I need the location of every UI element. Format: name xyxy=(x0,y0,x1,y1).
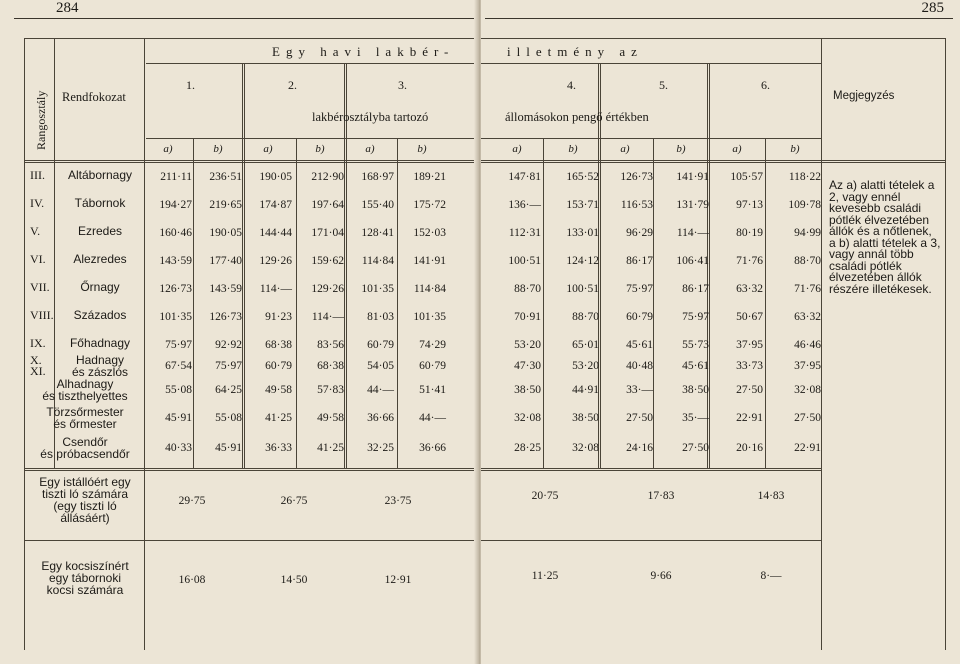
value-cell: 91·23 xyxy=(265,311,292,323)
value-cell: 116·53 xyxy=(620,199,653,211)
value-cell: 46·46 xyxy=(794,339,821,351)
value-cell: 27·50 xyxy=(736,384,763,396)
value-cell: 55·08 xyxy=(165,384,192,396)
value-cell: 32·08 xyxy=(572,442,599,454)
value-cell: 64·25 xyxy=(215,384,242,396)
value-cell: 37·95 xyxy=(736,339,763,351)
value-cell: 114·— xyxy=(259,283,292,295)
value-cell: 22·91 xyxy=(736,412,763,424)
group-4: 4. xyxy=(567,78,576,92)
carriage-right-5: 9·66 xyxy=(650,570,672,582)
group-3: 3. xyxy=(398,78,407,92)
horse-row-label: Egy istállóért egy tiszti ló számára (egy tiszti ló állásáért) xyxy=(39,475,131,525)
row-roman: VIII. xyxy=(30,308,54,322)
row-grade: Főhadnagy xyxy=(69,336,131,350)
value-cell: 171·04 xyxy=(311,227,344,239)
value-cell: 147·81 xyxy=(508,171,541,183)
group-2: 2. xyxy=(288,78,297,92)
value-cell: 153·71 xyxy=(566,199,599,211)
value-cell: 86·17 xyxy=(626,255,653,267)
value-cell: 40·48 xyxy=(626,360,653,372)
value-cell: 168·97 xyxy=(361,171,394,183)
value-cell: 212·90 xyxy=(311,171,344,183)
value-cell: 53·20 xyxy=(572,360,599,372)
horse-left-3: 23·75 xyxy=(384,495,412,507)
value-cell: 177·40 xyxy=(209,255,242,267)
row-roman: IV. xyxy=(30,196,45,210)
carriage-right-6: 8·— xyxy=(760,570,782,582)
group-6: 6. xyxy=(761,78,770,92)
page-number-right: 285 xyxy=(921,0,944,16)
value-cell: 55·08 xyxy=(215,412,242,424)
value-cell: 45·61 xyxy=(626,339,653,351)
value-cell: 22·91 xyxy=(794,442,821,454)
value-cell: 189·21 xyxy=(413,171,446,183)
col-rank-header: Rangosztály xyxy=(34,90,48,150)
remarks-header: Megjegyzés xyxy=(833,90,895,102)
value-cell: 41·25 xyxy=(317,442,344,454)
value-cell: 97·13 xyxy=(736,199,763,211)
value-cell: 86·17 xyxy=(682,283,709,295)
value-cell: 100·51 xyxy=(566,283,599,295)
value-cell: 118·22 xyxy=(788,171,821,183)
value-cell: 49·58 xyxy=(317,412,344,424)
value-cell: 27·50 xyxy=(682,442,709,454)
row-grade: Tábornok xyxy=(74,196,126,210)
value-cell: 114·— xyxy=(311,311,344,323)
value-cell: 83·56 xyxy=(317,339,344,351)
value-cell: 32·25 xyxy=(367,442,394,454)
value-cell: 88·70 xyxy=(514,283,541,295)
value-cell: 155·40 xyxy=(361,199,394,211)
value-cell: 143·59 xyxy=(159,255,192,267)
value-cell: 80·19 xyxy=(736,227,763,239)
value-cell: 35·— xyxy=(682,412,709,424)
value-cell: 51·41 xyxy=(419,384,446,396)
group-5: 5. xyxy=(659,78,668,92)
value-cell: 88·70 xyxy=(794,255,821,267)
value-cell: 71·76 xyxy=(794,283,821,295)
value-cell: 33·73 xyxy=(736,360,763,372)
value-cell: 81·03 xyxy=(367,311,394,323)
value-cell: 38·50 xyxy=(682,384,709,396)
remark-text: Az a) alatti tételek a 2, vagy ennél kevesebb családi pótlék élvezetében állók és a nőtlenek, a b) alatti tételek a 3, vagy annál több családi pótlék élvezetében állók részére illetékesek. xyxy=(829,178,941,296)
value-cell: 68·38 xyxy=(317,360,344,372)
value-cell: 57·83 xyxy=(317,384,344,396)
row-grade: Alezredes xyxy=(73,252,127,266)
col-grade-header: Rendfokozat xyxy=(62,90,126,104)
row-grade: Csendőr és próbacsendőr xyxy=(40,435,130,461)
value-cell: 20·16 xyxy=(736,442,763,454)
value-cell: 126·73 xyxy=(620,171,653,183)
value-cell: 60·79 xyxy=(367,339,394,351)
carriage-left-3: 12·91 xyxy=(384,574,412,586)
value-cell: 190·05 xyxy=(259,171,292,183)
value-cell: 94·99 xyxy=(794,227,821,239)
value-cell: 129·26 xyxy=(311,283,344,295)
value-cell: 49·58 xyxy=(265,384,292,396)
value-cell: 92·92 xyxy=(215,339,242,351)
row-roman: III. xyxy=(30,168,45,182)
value-cell: 50·67 xyxy=(736,311,763,323)
row-roman: X. XI. xyxy=(30,353,46,378)
value-cell: 55·73 xyxy=(682,339,709,351)
value-cell: 165·52 xyxy=(566,171,599,183)
carriage-left-1: 16·08 xyxy=(178,574,206,586)
carriage-row-label: Egy kocsiszínért egy tábornoki kocsi számára xyxy=(41,559,129,597)
value-cell: 160·46 xyxy=(159,227,192,239)
value-cell: 27·50 xyxy=(794,412,821,424)
value-cell: 75·97 xyxy=(682,311,709,323)
row-grade: Törzsőrmester és őrmester xyxy=(46,405,124,431)
horse-left-1: 29·75 xyxy=(178,495,206,507)
value-cell: 74·29 xyxy=(419,339,446,351)
value-cell: 54·05 xyxy=(367,360,394,372)
value-cell: 143·59 xyxy=(209,283,242,295)
value-cell: 45·61 xyxy=(682,360,709,372)
value-cell: 133·01 xyxy=(566,227,599,239)
value-cell: 27·50 xyxy=(626,412,653,424)
value-cell: 197·64 xyxy=(311,199,344,211)
value-cell: 124·12 xyxy=(566,255,599,267)
value-cell: 219·65 xyxy=(209,199,242,211)
value-cell: 114·84 xyxy=(361,255,394,267)
value-cell: 28·25 xyxy=(514,442,541,454)
value-cell: 60·79 xyxy=(419,360,446,372)
title-left: Egy havi lakbér- xyxy=(272,44,455,59)
value-cell: 211·11 xyxy=(160,171,192,183)
value-cell: 131·79 xyxy=(676,199,709,211)
value-cell: 144·44 xyxy=(259,227,292,239)
value-cell: 75·97 xyxy=(626,283,653,295)
value-cell: 37·95 xyxy=(794,360,821,372)
value-cell: 101·35 xyxy=(361,283,394,295)
value-cell: 190·05 xyxy=(209,227,242,239)
value-cell: 126·73 xyxy=(159,283,192,295)
group-1: 1. xyxy=(186,78,195,92)
value-cell: 36·33 xyxy=(265,442,292,454)
value-cell: 68·38 xyxy=(265,339,292,351)
value-cell: 63·32 xyxy=(736,283,763,295)
value-cell: 126·73 xyxy=(209,311,242,323)
value-cell: 41·25 xyxy=(265,412,292,424)
value-cell: 112·31 xyxy=(508,227,541,239)
value-cell: 44·— xyxy=(367,384,394,396)
value-cell: 101·35 xyxy=(413,311,446,323)
value-cell: 129·26 xyxy=(259,255,292,267)
value-cell: 174·87 xyxy=(259,199,292,211)
value-cell: 75·97 xyxy=(165,339,192,351)
value-cell: 60·79 xyxy=(626,311,653,323)
value-cell: 63·32 xyxy=(794,311,821,323)
value-cell: 100·51 xyxy=(508,255,541,267)
value-cell: 236·51 xyxy=(209,171,242,183)
value-cell: 88·70 xyxy=(572,311,599,323)
value-cell: 114·84 xyxy=(413,283,446,295)
value-cell: 71·76 xyxy=(736,255,763,267)
left-page: 284 Egy havi lakbér- Rangosztály Rendfokozat 1. 2. 3. lakbérosztályba tartozó a) b) a) b) a) b) III. Altábornagy 211·11 236·51 190·05 212·90 168·97 189·21 IV. Tábornok 194·27 219·65 174·87 197·64 155·40 175·72 V. Ezredes 160·46 190·05 144·44 171·04 128·41 152·03 VI. Alezredes 143·59 177·40 129·26 159·62 114·84 141·91 VII. Őrnagy 126·73 143·59 114·— 129·26 101·35 114·84 VIII. Százados 101·35 126·73 91·23 114·— 81·03 101·35 IX. Főhadnagy 75·97 92·92 68·38 83·56 60·79 74·29 X. XI. Hadnagy és zászlós 67·54 75·97 60·79 68·38 54·05 60·79 Alhadnagy és tiszthelyettes 55·08 64·25 49·58 57·83 44·— 51·41 Törzsőrmester és őrmester 45·91 55·08 41·25 49·58 36·66 44·— Csendőr és próbacsendőr 40·33 45·91 36·33 41·25 32·25 36·66 Egy istállóért egy tiszti ló számára (egy tiszti ló állásáért) 29·75 26·75 23·75 Egy kocsiszínért egy tábornoki kocsi számára 16·08 14·50 12·91 xyxy=(0,0,478,664)
value-cell: 45·91 xyxy=(165,412,192,424)
horse-right-5: 17·83 xyxy=(647,490,675,502)
sub-header-right: állomásokon pengő értékben xyxy=(505,110,649,124)
value-cell: 40·33 xyxy=(165,442,192,454)
value-cell: 105·57 xyxy=(730,171,763,183)
row-grade: Százados xyxy=(73,308,127,322)
value-cell: 67·54 xyxy=(165,360,192,372)
value-cell: 194·27 xyxy=(159,199,192,211)
row-grade: Hadnagy és zászlós xyxy=(71,353,129,379)
value-cell: 101·35 xyxy=(159,311,192,323)
value-cell: 159·62 xyxy=(311,255,344,267)
value-cell: 128·41 xyxy=(361,227,394,239)
value-cell: 106·41 xyxy=(676,255,709,267)
row-grade: Alhadnagy és tiszthelyettes xyxy=(42,377,128,403)
value-cell: 109·78 xyxy=(788,199,821,211)
value-cell: 36·66 xyxy=(367,412,394,424)
value-cell: 38·50 xyxy=(514,384,541,396)
row-roman: V. xyxy=(30,224,41,238)
value-cell: 44·— xyxy=(419,412,446,424)
value-cell: 114·— xyxy=(676,227,709,239)
horse-left-2: 26·75 xyxy=(280,495,308,507)
sub-header-left: lakbérosztályba tartozó xyxy=(312,110,429,124)
value-cell: 24·16 xyxy=(626,442,653,454)
value-cell: 96·29 xyxy=(626,227,653,239)
value-cell: 70·91 xyxy=(514,311,541,323)
right-page: 285 illetmény az 4. 5. 6. állomásokon pengő értékben Megjegyzés a) b) a) b) a) b) 147·81 165·52 126·73 141·91 105·57 118·22 136·— 153·71 116·53 131·79 97·13 109·78 112·31 133·01 96·29 114·— 80·19 94·99 100·51 124·12 86·17 106·41 71·76 88·70 88·70 100·51 75·97 86·17 63·32 71·76 70·91 88·70 60·79 75·97 50·67 63·32 53·20 65·01 45·61 55·73 37·95 46·46 47·30 53·20 40·48 45·61 33·73 37·95 38·50 44·91 33·— 38·50 27·50 32·08 32·08 38·50 27·50 35·— 22·91 27·50 28·25 32·08 24·16 27·50 20·16 22·91 20·75 17·83 14·83 11·25 9·66 8·— Az a) alatti tételek a 2, vagy ennél kevesebb családi pótlék élvezetében állók és a nőtlenek, a b) alatti tételek a 3, vagy annál több családi pótlék élvezetében állók részére illetékesek. xyxy=(480,0,960,664)
horse-right-6: 14·83 xyxy=(757,490,785,502)
value-cell: 32·08 xyxy=(794,384,821,396)
value-cell: 33·— xyxy=(626,384,653,396)
row-grade: Ezredes xyxy=(77,224,123,238)
carriage-right-4: 11·25 xyxy=(531,570,559,582)
value-cell: 44·91 xyxy=(572,384,599,396)
value-cell: 175·72 xyxy=(413,199,446,211)
row-roman: VII. xyxy=(30,280,50,294)
horse-right-4: 20·75 xyxy=(531,490,559,502)
row-grade: Altábornagy xyxy=(67,168,133,182)
value-cell: 75·97 xyxy=(215,360,242,372)
value-cell: 38·50 xyxy=(572,412,599,424)
carriage-left-2: 14·50 xyxy=(280,574,308,586)
value-cell: 65·01 xyxy=(572,339,599,351)
value-cell: 60·79 xyxy=(265,360,292,372)
value-cell: 141·91 xyxy=(676,171,709,183)
title-right: illetmény az xyxy=(507,44,643,59)
value-cell: 32·08 xyxy=(514,412,541,424)
page-number-left: 284 xyxy=(56,0,79,16)
value-cell: 45·91 xyxy=(215,442,242,454)
row-roman: IX. xyxy=(30,336,46,350)
row-grade: Őrnagy xyxy=(80,280,120,294)
value-cell: 152·03 xyxy=(413,227,446,239)
value-cell: 136·— xyxy=(508,199,541,211)
value-cell: 53·20 xyxy=(514,339,541,351)
value-cell: 36·66 xyxy=(419,442,446,454)
value-cell: 141·91 xyxy=(413,255,446,267)
value-cell: 47·30 xyxy=(514,360,541,372)
row-roman: VI. xyxy=(30,252,46,266)
